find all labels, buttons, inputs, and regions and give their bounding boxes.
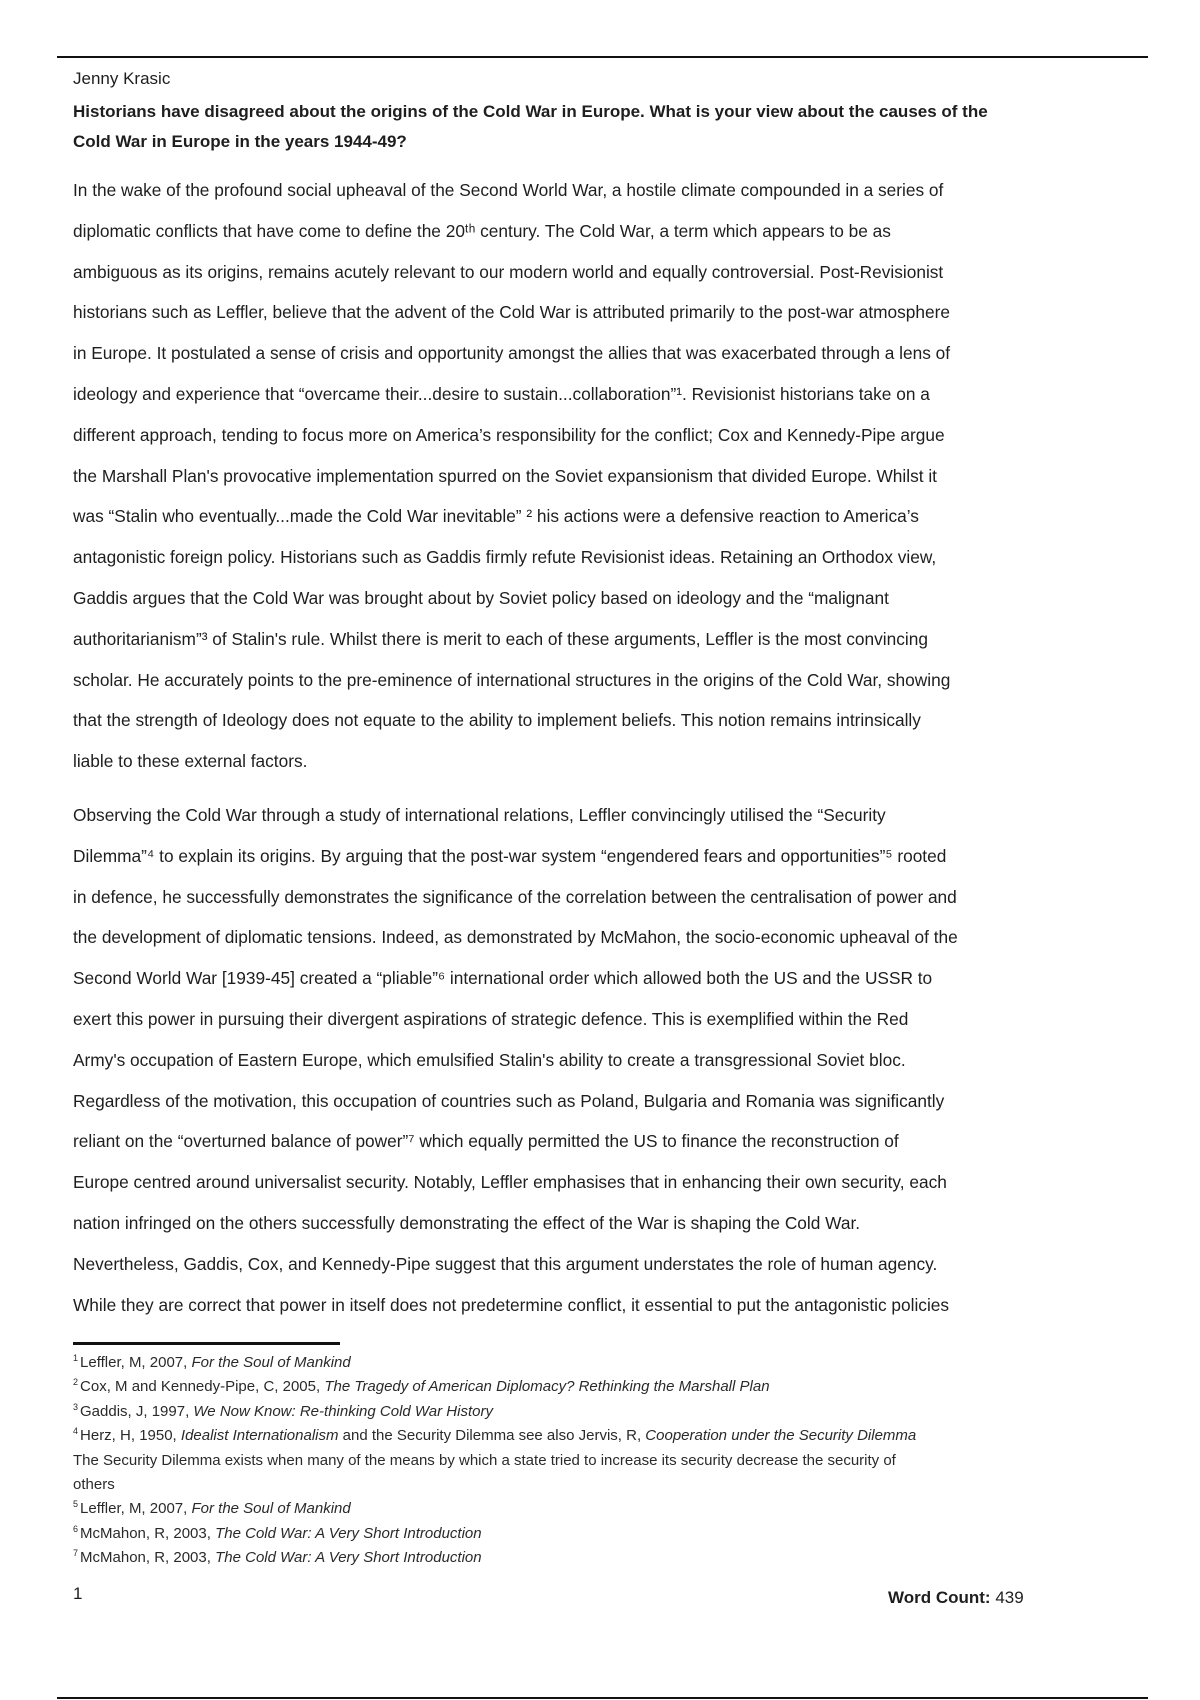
essay-question	[73, 97, 988, 157]
header-rule	[57, 56, 1148, 58]
paragraph-line: the Marshall Plan's provocative implementation spurred on the Soviet expansionism that divided Europe. Whilst it	[73, 465, 937, 486]
paragraph-line: the development of diplomatic tensions. Indeed, as demonstrated by McMahon, the socio-economic upheaval of the	[73, 927, 958, 948]
paragraph-line: in Europe. It postulated a sense of crisis and opportunity amongst the allies that was exacerbated through a lens of	[73, 343, 951, 364]
footnote: $^6$ McMahon, R, 2003, The Cold War: A Very Short Introduction	[73, 1523, 482, 1542]
paragraph-line: ambiguous as its origins, remains acutely relevant to our modern world and equally controversial. Post-Revisionist	[73, 261, 944, 282]
paragraph-line: Gaddis argues that the Cold War was brought about by Soviet policy based on ideology and the “malignant	[73, 587, 889, 608]
question-line: Cold War in Europe in the years 1944-49?	[73, 132, 407, 151]
paragraph-line: in defence, he successfully demonstrates the significance of the correlation between the centralisation of power and	[73, 886, 957, 907]
footnote-note: The Security Dilemma exists when many of the means by which a state tried to increase its security decrease the security of	[73, 1451, 896, 1469]
paragraph-line: reliant on the “overturned balance of power”⁷ which equally permitted the US to finance the reconstruction of	[73, 1131, 899, 1152]
paragraph-line: historians such as Leffler, believe that the advent of the Cold War is attributed primarily to the post-war atmosphere	[73, 302, 950, 323]
paragraph-line: While they are correct that power in itself does not predetermine conflict, it essential to put the antagonistic policies	[73, 1294, 950, 1315]
footnote-note: others	[73, 1475, 115, 1493]
paragraph-line: Nevertheless, Gaddis, Cox, and Kennedy-Pipe suggest that this argument understates the role of human agency.	[73, 1253, 938, 1274]
paragraph-line: Second World War [1939-45] created a “pliable”⁶ international order which allowed both the US and the USSR to	[73, 968, 933, 989]
footnote-separator	[73, 1342, 340, 1345]
footnotes	[73, 1351, 916, 1571]
word-count-value: 439	[995, 1588, 1024, 1607]
paragraph-line: Regardless of the motivation, this occupation of countries such as Poland, Bulgaria and Romania was significantly	[73, 1090, 945, 1111]
paragraph-1	[73, 170, 950, 782]
footnote: $^5$ Leffler, M, 2007, For the Soul of Mankind	[73, 1499, 351, 1518]
paragraph-line: diplomatic conflicts that have come to define the 20ᵗʰ century. The Cold War, a term which appears to be as	[73, 220, 891, 241]
footnote: $^1$ Leffler, M, 2007, For the Soul of Mankind	[73, 1353, 351, 1371]
paragraph-line: exert this power in pursuing their divergent aspirations of strategic defence. This is exemplified within the Red	[73, 1008, 909, 1029]
footnote: $^4$ Herz, H, 1950, Idealist Internationalism and the Security Dilemma see also Jervis, R, Cooperation under the Security Dilemma	[73, 1426, 917, 1445]
paragraph-line: Europe centred around universalist security. Notably, Leffler emphasises that in enhancing their own security, each	[73, 1172, 947, 1193]
paragraph-line: scholar. He accurately points to the pre-eminence of international structures in the origins of the Cold War, showing	[73, 669, 951, 690]
paragraph-line: nation infringed on the others successfully demonstrating the effect of the War is shaping the Cold War.	[73, 1212, 861, 1233]
paragraph-line: was “Stalin who eventually...made the Cold War inevitable” ² his actions were a defensive reaction to America’s	[73, 506, 919, 527]
paragraph-line: antagonistic foreign policy. Historians such as Gaddis firmly refute Revisionist ideas. Retaining an Orthodox view,	[73, 547, 937, 568]
paragraph-line: Dilemma”⁴ to explain its origins. By arguing that the post-war system “engendered fears and opportunities”⁵ rooted	[73, 845, 947, 866]
paragraph-line: Observing the Cold War through a study of international relations, Leffler convincingly utilised the “Security	[73, 805, 886, 825]
paragraph-line: different approach, tending to focus more on America’s responsibility for the conflict; Cox and Kennedy-Pipe argue	[73, 424, 945, 445]
paragraph-line: ideology and experience that “overcame their...desire to sustain...collaboration”¹. Revisionist historians take on a	[73, 383, 930, 404]
page-number: 1	[73, 1584, 83, 1603]
paragraph-line: In the wake of the profound social upheaval of the Second World War, a hostile climate compounded in a series of	[73, 180, 944, 200]
footnote: $^2$ Cox, M and Kennedy-Pipe, C, 2005, The Tragedy of American Diplomacy? Rethinking the Marshall Plan	[73, 1377, 770, 1396]
footnote: $^7$ McMahon, R, 2003, The Cold War: A Very Short Introduction	[73, 1548, 482, 1567]
footnote: $^3$ Gaddis, J, 1997, We Now Know: Re-thinking Cold War History	[73, 1401, 493, 1420]
author-name: Jenny Krasic	[73, 69, 171, 88]
paragraph-line: that the strength of Ideology does not equate to the ability to implement beliefs. This notion remains intrinsically	[73, 710, 921, 731]
paragraph-line: authoritarianism”³ of Stalin's rule. Whilst there is merit to each of these arguments, Leffler is the most convincing	[73, 628, 928, 649]
paragraph-line: Army's occupation of Eastern Europe, which emulsified Stalin's ability to create a transgressional Soviet bloc.	[73, 1049, 906, 1070]
word-count	[888, 1588, 1024, 1608]
paragraph-line: liable to these external factors.	[73, 751, 308, 772]
paragraph-2	[73, 795, 958, 1325]
footer-rule	[57, 1697, 1148, 1699]
word-count-label: Word Count:	[888, 1588, 991, 1607]
question-line: Historians have disagreed about the origins of the Cold War in Europe. What is your view about the causes of the	[73, 102, 988, 121]
